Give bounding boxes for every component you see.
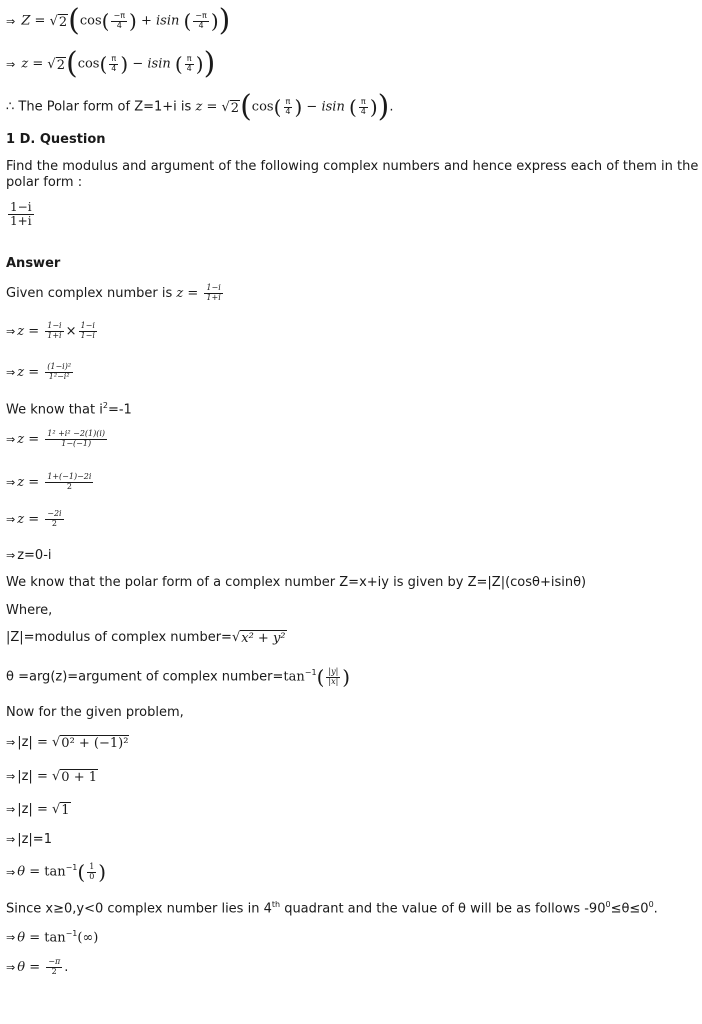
implies-symbol: ⇒ (6, 736, 16, 749)
fraction: $\frac{-\pi}{4}$ (113, 10, 126, 30)
eq-line-1: ⇒ Z = √ 2 (cos( $\frac{-\pi}{4}$ ) + isin ( $\frac{-\pi}{4}$ )) (6, 3, 231, 38)
step-multiply-conjugate: ⇒ z = $\frac{1-i}{1+i}$ × $\frac{1-i}{1-i}$ (6, 321, 95, 340)
implies-symbol: ⇒ (6, 865, 16, 879)
theta-result: ⇒ θ = $\frac{-\pi}{2}$ . (6, 957, 69, 976)
modulus-result: ⇒ |z|=1 (6, 832, 52, 847)
step-simplify: ⇒ z = $\frac{1+(-1)-2i}{2}$ (6, 472, 92, 491)
fraction: $\frac{-2i}{2}$ (47, 509, 62, 528)
fraction: $\frac{1+(-1)-2i}{2}$ (47, 472, 92, 491)
implies-symbol: ⇒ (6, 475, 16, 489)
question-text-line-1: Find the modulus and argument of the following complex numbers and hence express each of them in the (6, 159, 699, 174)
polar-definition: We know that the polar form of a complex number Z=x+iy is given by Z=|Z|(cosθ+isinθ) (6, 575, 587, 590)
modulus-step-1: ⇒ |z| = √ 0² + (−1)² (6, 735, 129, 751)
implies-symbol: ⇒ (6, 931, 16, 945)
answer-label: Answer (6, 256, 61, 271)
modulus-step-3: ⇒ |z| = √ 1 (6, 802, 70, 818)
where-label: Where, (6, 603, 53, 618)
implies-symbol: ⇒ (6, 57, 16, 71)
result-z: ⇒ z=0-i (6, 548, 52, 563)
fraction: $\frac{\pi}{4}$ (285, 96, 291, 116)
implies-symbol: ⇒ (6, 803, 16, 816)
modulus-step-2: ⇒ |z| = √ 0 + 1 (6, 769, 97, 785)
fraction: $\frac{\pi}{4}$ (186, 53, 192, 73)
implies-symbol: ⇒ (6, 512, 16, 526)
fraction: $\frac{1-i}{1+i}$ (206, 283, 221, 302)
step-square: ⇒ z = $\frac{\text{(1−i)²}}{\text{1²−i²}}$ (6, 362, 72, 381)
theta-step-1: ⇒ $\theta = \tan^{-1}$( $\frac{1}{0}$ ) (6, 860, 107, 884)
implies-symbol: ⇒ (6, 833, 16, 846)
implies-symbol: ⇒ (6, 14, 16, 28)
eq-line-2: ⇒ z = √ 2 (cos( $\frac{\pi}{4}$ ) − isin ( $\frac{\pi}{4}$ )) (6, 46, 216, 81)
fraction: $\frac{\pi}{4}$ (360, 96, 366, 116)
therefore-symbol: ∴ (6, 99, 15, 115)
implies-symbol: ⇒ (6, 365, 16, 379)
fraction: $\frac{1-i}{1-i}$ (80, 321, 95, 340)
know-i-squared: We know that $i^2=-1$ (6, 401, 132, 418)
theta-step-2: ⇒ $\theta = \tan^{-1}(\infty)$ (6, 929, 99, 946)
sqrt: √ 2 (221, 99, 240, 116)
sqrt: √ 2 (47, 56, 65, 73)
implies-symbol: ⇒ (6, 549, 16, 562)
implies-symbol: ⇒ (6, 324, 16, 338)
fraction: $\frac{1-i}{1+i}$ (10, 200, 32, 229)
fraction: $\frac{\text{1² +i² −2(1)(i)}}{1-(-1)}$ (47, 429, 106, 448)
fraction: $\frac{|y|}{|x|}$ (328, 666, 339, 686)
given-line: Given complex number is z = $\frac{1-i}{1+i}$ (6, 283, 221, 302)
sqrt: √ 2 (49, 13, 68, 30)
question-expression (6, 201, 36, 228)
implies-symbol: ⇒ (6, 960, 16, 974)
fraction: $\frac{-\pi}{2}$ (48, 957, 61, 976)
fraction: $\frac{1}{0}$ (89, 861, 95, 881)
question-text-line-2: polar form : (6, 175, 83, 190)
step-reduce: ⇒ z = $\frac{-2i}{2}$ (6, 509, 62, 528)
sqrt: √ 0 + 1 (52, 769, 97, 785)
fraction: $\frac{1-i}{1+i}$ (47, 321, 62, 340)
fraction: $\frac{-\pi}{4}$ (195, 10, 207, 30)
question-heading: 1 D. Question (6, 132, 106, 147)
fraction: $\frac{\text{(1−i)²}}{\text{1²−i²}}$ (47, 362, 72, 381)
polar-form-conclusion: ∴ The Polar form of Z=1+i is z = √ 2 (cos( $\frac{\pi}{4}$ ) − isin ( $\frac{\pi}{4}$ )). (6, 89, 394, 124)
modulus-definition: |Z|=modulus of complex number= √ x² + y² (6, 630, 286, 646)
now-text: Now for the given problem, (6, 705, 184, 720)
sqrt: √ 1 (52, 802, 70, 818)
implies-symbol: ⇒ (6, 770, 16, 783)
step-expand: ⇒ z = $\frac{\text{1² +i² −2(1)(i)}}{1-(-1)}$ (6, 429, 106, 448)
argument-definition: θ =arg(z)=argument of complex $number=\tan^{-1}$( $\frac{|y|}{|x|}$ ) (6, 665, 351, 689)
quadrant-statement: Since x≥0,y<0 complex number lies in 4th quadrant and the value of θ will be as follows $-90^0\le\theta\le 0^0$. (6, 900, 658, 917)
implies-symbol: ⇒ (6, 432, 16, 446)
sqrt: √ x² + y² (231, 630, 286, 646)
sqrt: √ 0² + (−1)² (52, 735, 129, 751)
fraction: $\frac{\pi}{4}$ (111, 53, 117, 73)
